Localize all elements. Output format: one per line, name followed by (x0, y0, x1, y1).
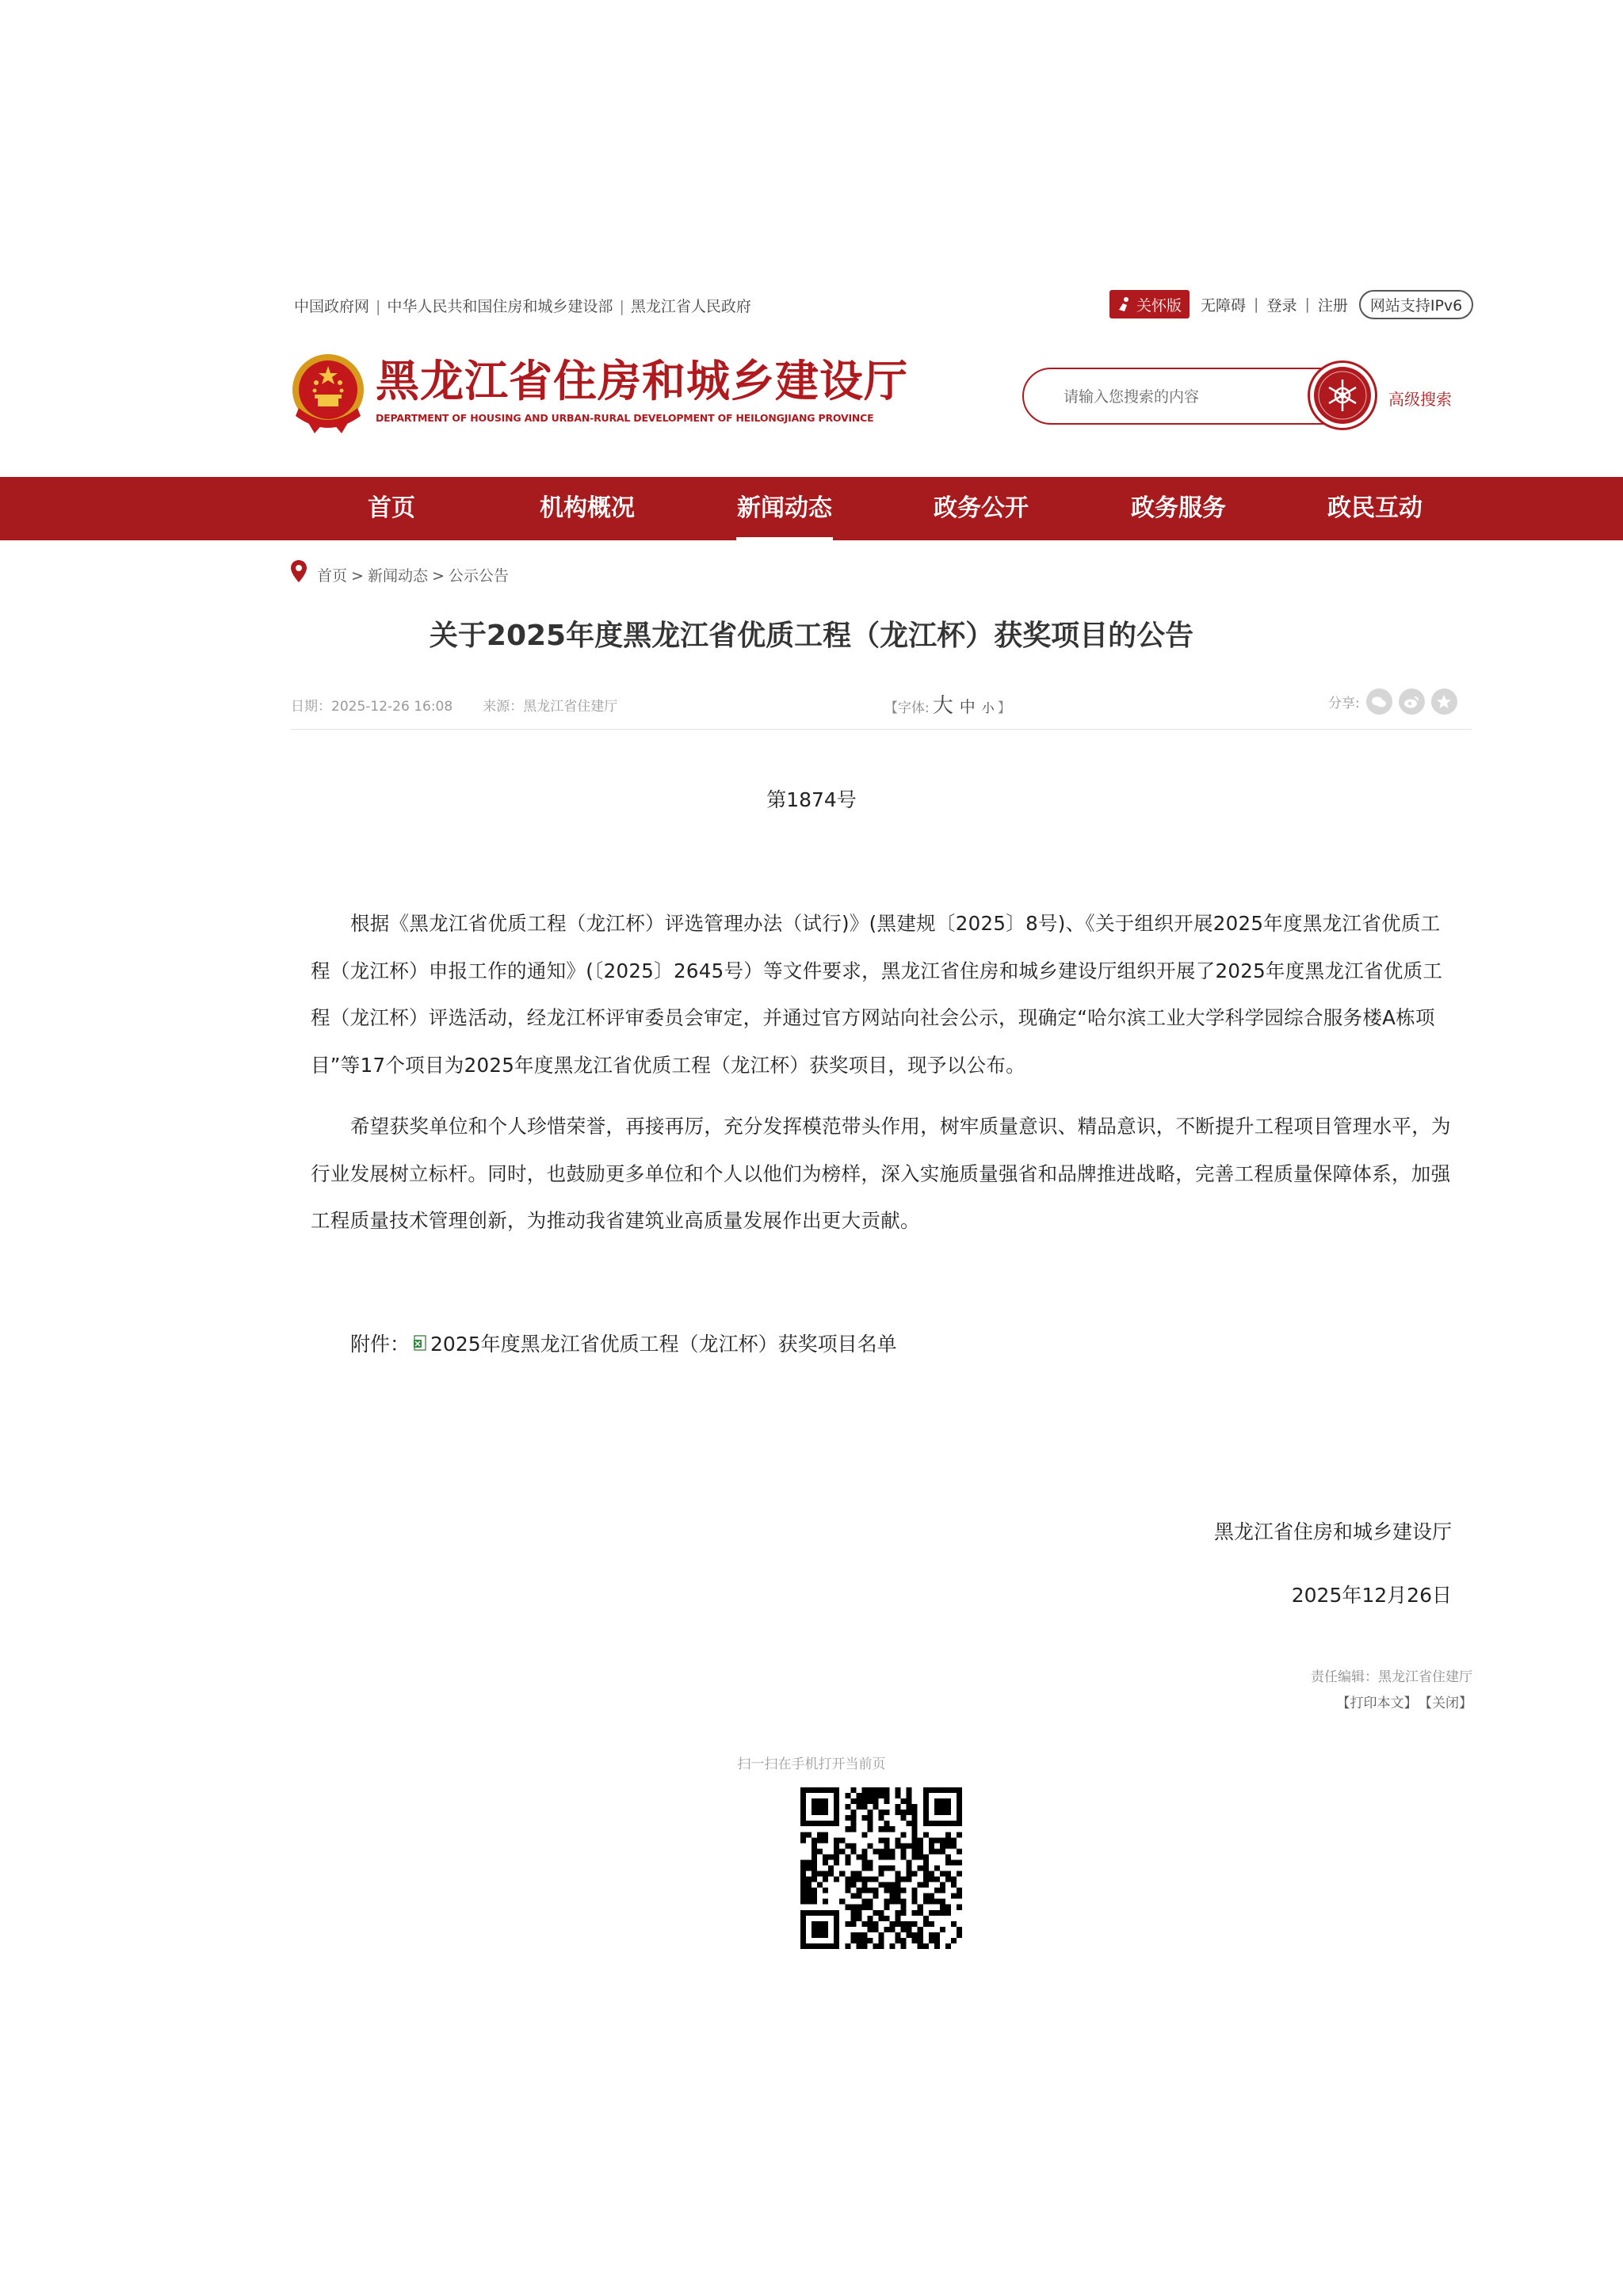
search-icon (1312, 365, 1373, 425)
share-label: 分享: (1328, 696, 1360, 711)
separator: | (376, 298, 381, 315)
date-label: 日期： (291, 699, 331, 715)
font-small-button[interactable]: 小 (981, 700, 995, 715)
font-size-control (884, 689, 1011, 719)
weibo-share-icon[interactable] (1399, 688, 1425, 715)
login-link[interactable]: 登录 (1266, 296, 1297, 315)
font-close: 】 (997, 700, 1011, 716)
breadcrumb-separator: > (351, 567, 364, 585)
article-actions (1329, 1691, 1473, 1711)
national-emblem-icon (291, 353, 366, 436)
breadcrumb-notices[interactable]: 公示公告 (448, 567, 509, 585)
top-tools (1109, 288, 1473, 320)
font-medium-button[interactable]: 中 (959, 697, 976, 716)
advanced-search-link[interactable]: 高级搜索 (1388, 390, 1452, 409)
main-nav (0, 477, 1623, 540)
sign-date: 2025年12月26日 (1291, 1584, 1452, 1607)
qr-label: 扫一扫在手机打开当前页 (737, 1756, 886, 1772)
breadcrumb-home[interactable]: 首页 (317, 567, 348, 585)
nav-about[interactable]: 机构概况 (540, 494, 635, 522)
care-icon (1117, 296, 1132, 312)
care-mode-button[interactable] (1109, 290, 1190, 318)
separator: | (619, 298, 624, 315)
link-hlj-gov[interactable]: 黑龙江省人民政府 (630, 298, 751, 315)
link-gov-cn[interactable]: 中国政府网 (294, 298, 370, 315)
article-meta (291, 695, 617, 715)
article-title: 关于2025年度黑龙江省优质工程（龙江杯）获奖项目的公告 (429, 620, 1194, 652)
nav-news[interactable]: 新闻动态 (736, 477, 833, 540)
close-link[interactable]: 【关闭】 (1425, 1695, 1472, 1711)
source-label: 来源： (483, 699, 524, 715)
publish-date: 2025-12-26 16:08 (331, 699, 453, 715)
body-paragraph: 希望获奖单位和个人珍惜荣誉，再接再厉，充分发挥模范带头作用，树牢质量意识、精品意识，不断提升工程项目管理水平，为行业发展树立标杆。同时，也鼓励更多单位和个人以他们为榜样，深入实施质量强省和品牌推进战略，完善工程质量保障体系，加强工程质量技术管理创新，为推动我省建筑业高质量发展作出更大贡献。 (311, 1115, 1451, 1232)
font-large-button[interactable]: 大 (932, 694, 953, 718)
attachment-row (350, 1329, 897, 1357)
link-mohurd[interactable]: 中华人民共和国住房和城乡建设部 (387, 298, 613, 315)
document-number: 第1874号 (766, 788, 857, 811)
signer: 黑龙江省住房和城乡建设厅 (1213, 1520, 1452, 1543)
location-pin-icon (290, 559, 307, 583)
excel-file-icon (413, 1335, 429, 1351)
register-link[interactable]: 注册 (1317, 296, 1348, 315)
breadcrumb (317, 564, 509, 585)
print-link[interactable]: 【打印本文】 (1336, 1695, 1418, 1711)
care-mode-label: 关怀版 (1136, 296, 1182, 315)
separator: | (1254, 296, 1259, 313)
accessibility-link[interactable]: 无障碍 (1201, 296, 1247, 315)
nav-services[interactable]: 政务服务 (1131, 494, 1226, 522)
site-title: 黑龙江省住房和城乡建设厅 (376, 356, 909, 406)
attachment-link[interactable]: 2025年度黑龙江省优质工程（龙江杯）获奖项目名单 (430, 1333, 897, 1356)
site-subtitle: DEPARTMENT OF HOUSING AND URBAN-RURAL DEVELOPMENT OF HEILONGJIANG PROVINCE (376, 412, 874, 424)
font-open: 【字体: (884, 700, 930, 716)
divider (291, 729, 1472, 730)
nav-home[interactable]: 首页 (368, 494, 415, 522)
responsible-editor: 责任编辑：黑龙江省住建厅 (1311, 1669, 1472, 1685)
share-bar (1328, 688, 1457, 715)
qr-code-icon (800, 1787, 962, 1949)
qzone-share-icon[interactable] (1431, 688, 1457, 715)
nav-interaction[interactable]: 政民互动 (1327, 494, 1423, 522)
source-value: 黑龙江省住建厅 (523, 699, 618, 715)
ipv6-badge: 网站支持IPv6 (1359, 290, 1473, 319)
body-paragraph: 根据《黑龙江省优质工程（龙江杯）评选管理办法（试行)》(黑建规〔2025〕8号)、《关于组织开展2025年度黑龙江省优质工程（龙江杯）申报工作的通知》(〔2025〕2645号）等文件要求，黑龙江省住房和城乡建设厅组织开展了2025年度黑龙江省优质工程（龙江杯）评选活动，经龙江杯评审委员会审定，并通过官方网站向社会公示，现确定“哈尔滨工业大学科学园综合服务楼A栋项目”等17个项目为2025年度黑龙江省优质工程（龙江杯）获奖项目，现予以公布。 (311, 912, 1443, 1077)
nav-public-affairs[interactable]: 政务公开 (934, 494, 1029, 522)
search-input[interactable] (1064, 385, 1301, 409)
breadcrumb-separator: > (431, 567, 445, 585)
wechat-share-icon[interactable] (1366, 688, 1392, 715)
search-button[interactable] (1308, 360, 1377, 430)
attachment-label: 附件： (350, 1333, 411, 1356)
separator: | (1304, 296, 1310, 313)
breadcrumb-news[interactable]: 新闻动态 (367, 567, 428, 585)
top-links-bar (294, 295, 751, 316)
